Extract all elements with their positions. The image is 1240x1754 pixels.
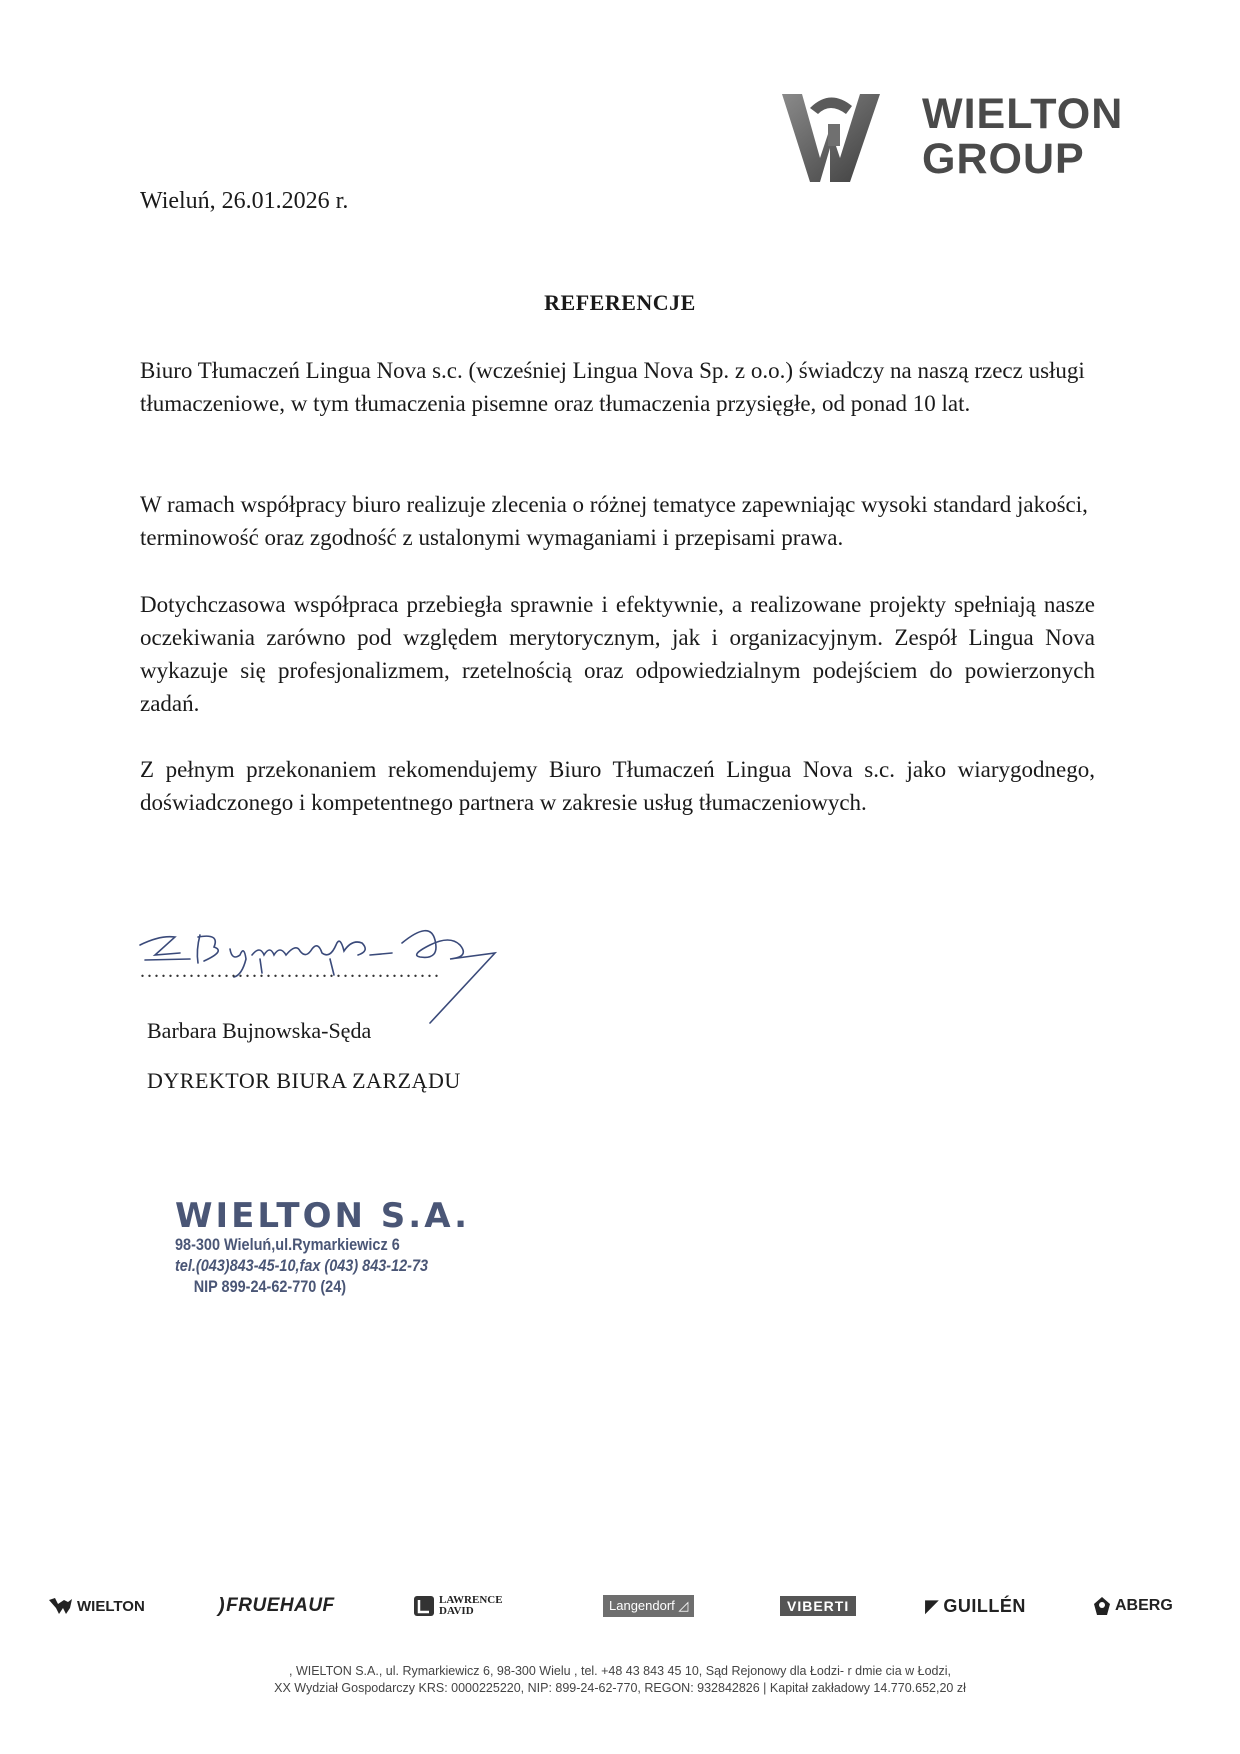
brand-wielton-label: WIELTON (77, 1597, 145, 1615)
brand-langendorf-label (603, 1595, 694, 1617)
lawrence-david-emblem-icon (413, 1595, 435, 1617)
logo-text-wielton: WIELTON (922, 90, 1124, 138)
langendorf-mark-icon: ◿ (678, 1598, 689, 1613)
brand-lawrence-label: LAWRENCE (439, 1594, 503, 1606)
signer-title: DYREKTOR BIURA ZARZĄDU (147, 1068, 461, 1093)
brand-viberti (780, 1590, 856, 1622)
paragraph-1: Biuro Tłumaczeń Lingua Nova s.c. (wcześniej Lingua Nova Sp. z o.o.) świadczy na naszą rzecz usługi tłumaczeniowe, w tym tłumaczenia pisemne oraz tłumaczenia przysięgłe, od ponad 10 lat. (140, 358, 1085, 416)
wielton-group-logo (780, 88, 1160, 188)
guillen-mark-icon: ◤ (925, 1595, 940, 1616)
wielton-horse-icon (48, 1596, 74, 1616)
brand-fruehauf-label: FRUEHAUF (226, 1595, 335, 1616)
footer-line-2: XX Wydział Gospodarczy KRS: 0000225220, NIP: 899-24-62-770, REGON: 932842826 | Kapitał zakładowy 14.770.652,20 zł (274, 1681, 966, 1695)
brand-langendorf (603, 1590, 694, 1622)
paragraph-4: Z pełnym przekonaniem rekomendujemy Biuro Tłumaczeń Lingua Nova s.c. jako wiarygodnego, doświadczonego i kompetentnego partnera w zakresie usług tłumaczeniowych. (140, 757, 1095, 815)
brand-guillen-label: GUILLÉN (943, 1595, 1026, 1616)
brand-viberti-label: VIBERTI (780, 1596, 856, 1616)
place-and-date: Wieluń, 26.01.2026 r. (140, 188, 349, 214)
company-footer (0, 1663, 1240, 1697)
brand-lawrence-david (413, 1590, 503, 1622)
wielton-w-logo-icon (780, 88, 890, 188)
brand-wielton (48, 1590, 145, 1622)
brand-david-label: DAVID (439, 1605, 474, 1617)
letter-title: REFERENCJE (544, 290, 696, 315)
company-stamp (175, 1198, 475, 1297)
stamp-address: 98-300 Wieluń,ul.Rymarkiewicz 6 (175, 1235, 400, 1254)
brand-fruehauf (218, 1590, 335, 1622)
brand-aberg-label: ABERG (1115, 1597, 1173, 1614)
signer-name: Barbara Bujnowska-Sęda (147, 1018, 372, 1043)
stamp-company-name: WIELTON S.A. (175, 1196, 471, 1236)
logo-text-group: GROUP (922, 135, 1085, 183)
paragraph-2: W ramach współpracy biuro realizuje zlecenia o różnej tematyce zapewniając wysoki standard jakości, terminowość oraz zgodność z ustalonymi wymaganiami i przepisami prawa. (140, 492, 1088, 550)
brand-langendorf-text: Langendorf (609, 1598, 675, 1613)
fruehauf-mark-icon: ) (218, 1594, 226, 1617)
signature-line: ........................................... (140, 960, 441, 982)
aberg-emblem-icon (1092, 1596, 1112, 1616)
stamp-nip: NIP 899-24-62-770 (24) (193, 1277, 347, 1296)
stamp-phone: tel.(043)843-45-10,fax (043) 843-12-73 (175, 1256, 429, 1275)
paragraph-3: Dotychczasowa współpraca przebiegła sprawnie i efektywnie, a realizowane projekty spełniają nasze oczekiwania zarówno pod względem merytorycznym, jak i organizacyjnym. Zespół Lingua Nova wykazuje się profesjonalizmem, rzetelnością oraz odpowiedzialnym podejściem do powierzonych zadań. (140, 592, 1095, 716)
brand-guillen (925, 1590, 1026, 1622)
brand-aberg (1092, 1590, 1173, 1622)
footer-line-1: , WIELTON S.A., ul. Rymarkiewicz 6, 98-300 Wielu , tel. +48 43 843 45 10, Sąd Rejonowy dla Łodzi- r dmie cia w Łodzi, (289, 1664, 951, 1678)
